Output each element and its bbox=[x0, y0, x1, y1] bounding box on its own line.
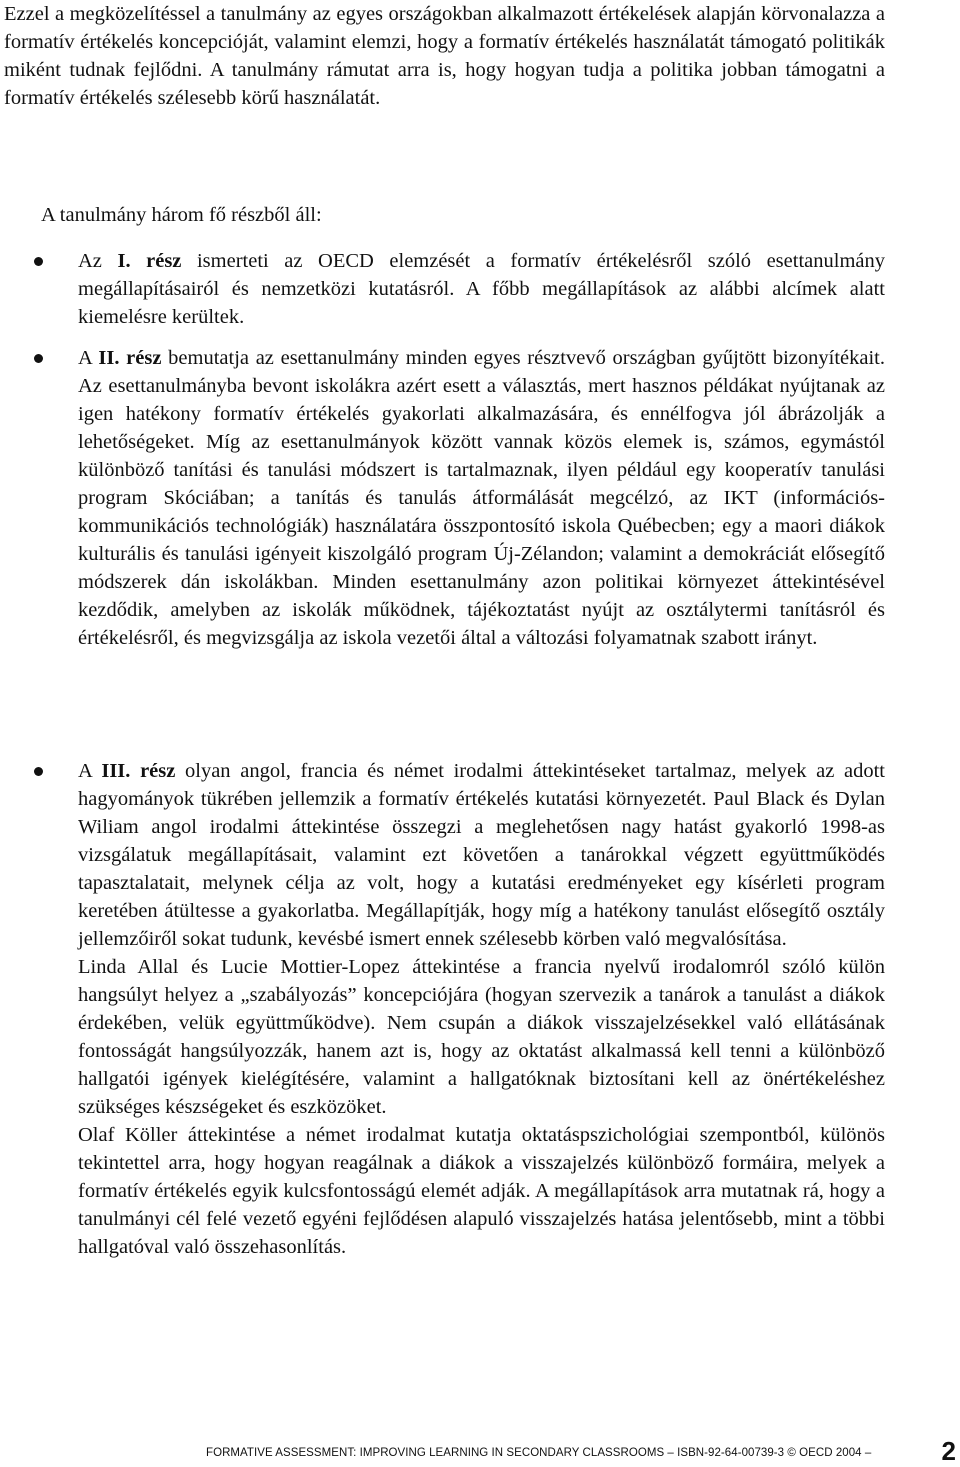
list-item-prefix: A bbox=[78, 760, 102, 782]
bullet-icon bbox=[34, 354, 43, 363]
part-label: III. rész bbox=[101, 760, 176, 782]
footer-text: FORMATIVE ASSESSMENT: IMPROVING LEARNING IN SECONDARY CLASSROOMS – ISBN-92-64-00739-3 © OECD 2004 – bbox=[206, 1447, 872, 1459]
list-item-part-3 bbox=[78, 757, 885, 1261]
bullet-icon bbox=[34, 767, 43, 776]
list-item-prefix: A bbox=[78, 347, 99, 369]
list-item-text bbox=[78, 344, 885, 652]
list-item-body: bemutatja az esettanulmány minden egyes résztvevő országban gyűjtött bizonyítékait. Az esettanulmányba bevont iskolákra azért esett a választás, mert hasznos példákat nyújtanak az igen hatékony formatív értékelés gyakorlati alkalmazására, és ennélfogva jól ábrázolják a lehetőségeket. Míg az esettanulmányok között vannak közös elemek is, számos, egymástól különböző tanítási és tanulási módszert is tartalmaznak, ilyen például egy kooperatív tanulási program Skóciában; a tanítás és tanulás átformálását megcélzó, az IKT (információs-kommunikációs technológiák) használatára összpontosító iskola Québecben; egy a maori diákok kulturális és tanulási igényeit kiszolgáló program Új-Zélandon; valamint a demokráciát elősegítő módszerek dán iskolákban. Minden esettanulmány azon politikai környezet áttekintésével kezdődik, amelyben az iskolák működnek, tájékoztatást nyújt az osztálytermi tanításról és értékelésről, és megvizsgálja az iskola vezetői által a változási folyamatnak szabott irányt. bbox=[78, 347, 885, 649]
intro-paragraph bbox=[4, 0, 885, 112]
page-footer bbox=[206, 1436, 956, 1466]
list-item-prefix: Az bbox=[78, 250, 118, 272]
page-number: 2 bbox=[941, 1436, 956, 1466]
list-item-part-2 bbox=[78, 344, 885, 652]
list-item-part-1 bbox=[78, 247, 885, 331]
list-item-text bbox=[78, 757, 885, 953]
list-item-body: olyan angol, francia és német irodalmi áttekintéseket tartalmaz, melyek az adott hagyományok tükrében jellemzik a formatív értékelés kutatási környezetét. Paul Black és Dylan Wiliam angol irodalmi áttekintése összegzi a meglehetősen nagy hatást gyakorló 1998-as vizsgálatuk megállapításait, valamint ezt követően a tanárokkal végzett együttműködés tapasztalatait, melynek célja az volt, hogy a kutatási eredményeket egy kísérleti program keretében átültesse a gyakorlatba. Megállapítják, hogy míg a hatékony tanulást elősegítő osztály jellemzőiről sokat tudunk, kevésbé ismert ennek szélesebb körben való megvalósítása. bbox=[78, 760, 885, 950]
list-item-paragraph-german: Olaf Köller áttekintése a német irodalmat kutatja oktatáspszichológiai szempontból, különös tekintettel arra, hogy hogyan reagálnak a diákok a visszajelzés különböző formáira, melyek a formatív értékelés egyik kulcsfontosságú elemét adják. A megállapítások arra mutatnak rá, hogy a tanulmányi cél felé vezető egyéni fejlődésen alapuló visszajelzés hatása jelentősebb, mint a többi hallgatóval való összehasonlítás. bbox=[78, 1124, 885, 1258]
part-label: I. rész bbox=[117, 250, 182, 272]
bullet-icon bbox=[34, 257, 43, 266]
intro-text: Ezzel a megközelítéssel a tanulmány az egyes országokban alkalmazott értékelések alapján körvonalazza a formatív értékelés koncepcióját, valamint elemzi, hogy a formatív értékelés használatát támogató politikák miként tudnak fejlődni. A tanulmány rámutat arra is, hogy hogyan tudja a politika jobban támogatni a formatív értékelés szélesebb körű használatát. bbox=[4, 3, 885, 109]
list-item-body: ismerteti az OECD elemzését a formatív értékelésről szóló esettanulmány megállapításairól és nemzetközi kutatásról. A főbb megállapítások az alábbi alcímek alatt kiemelésre kerültek. bbox=[78, 250, 885, 328]
part-label: II. rész bbox=[98, 347, 162, 369]
list-item-paragraph-french: Linda Allal és Lucie Mottier-Lopez áttekintése a francia nyelvű irodalomról szóló külön hangsúlyt helyez a „szabályozás” koncepciójára (hogyan szervezik a tanárok a tanulást a diákok érdekében, velük együttműködve). Nem csupán a diákok visszajelzésekkel való ellátásának fontosságát hangsúlyozzák, hanem azt is, hogy az oktatást alkalmassá kell tenni a különböző hallgatói igények kielégítésére, valamint a hallgatóknak biztosítani kell az önértékeléshez szükséges készségeket és eszközöket. bbox=[78, 956, 885, 1118]
list-item-text bbox=[78, 247, 885, 331]
section-heading: A tanulmány három fő részből áll: bbox=[41, 204, 322, 226]
